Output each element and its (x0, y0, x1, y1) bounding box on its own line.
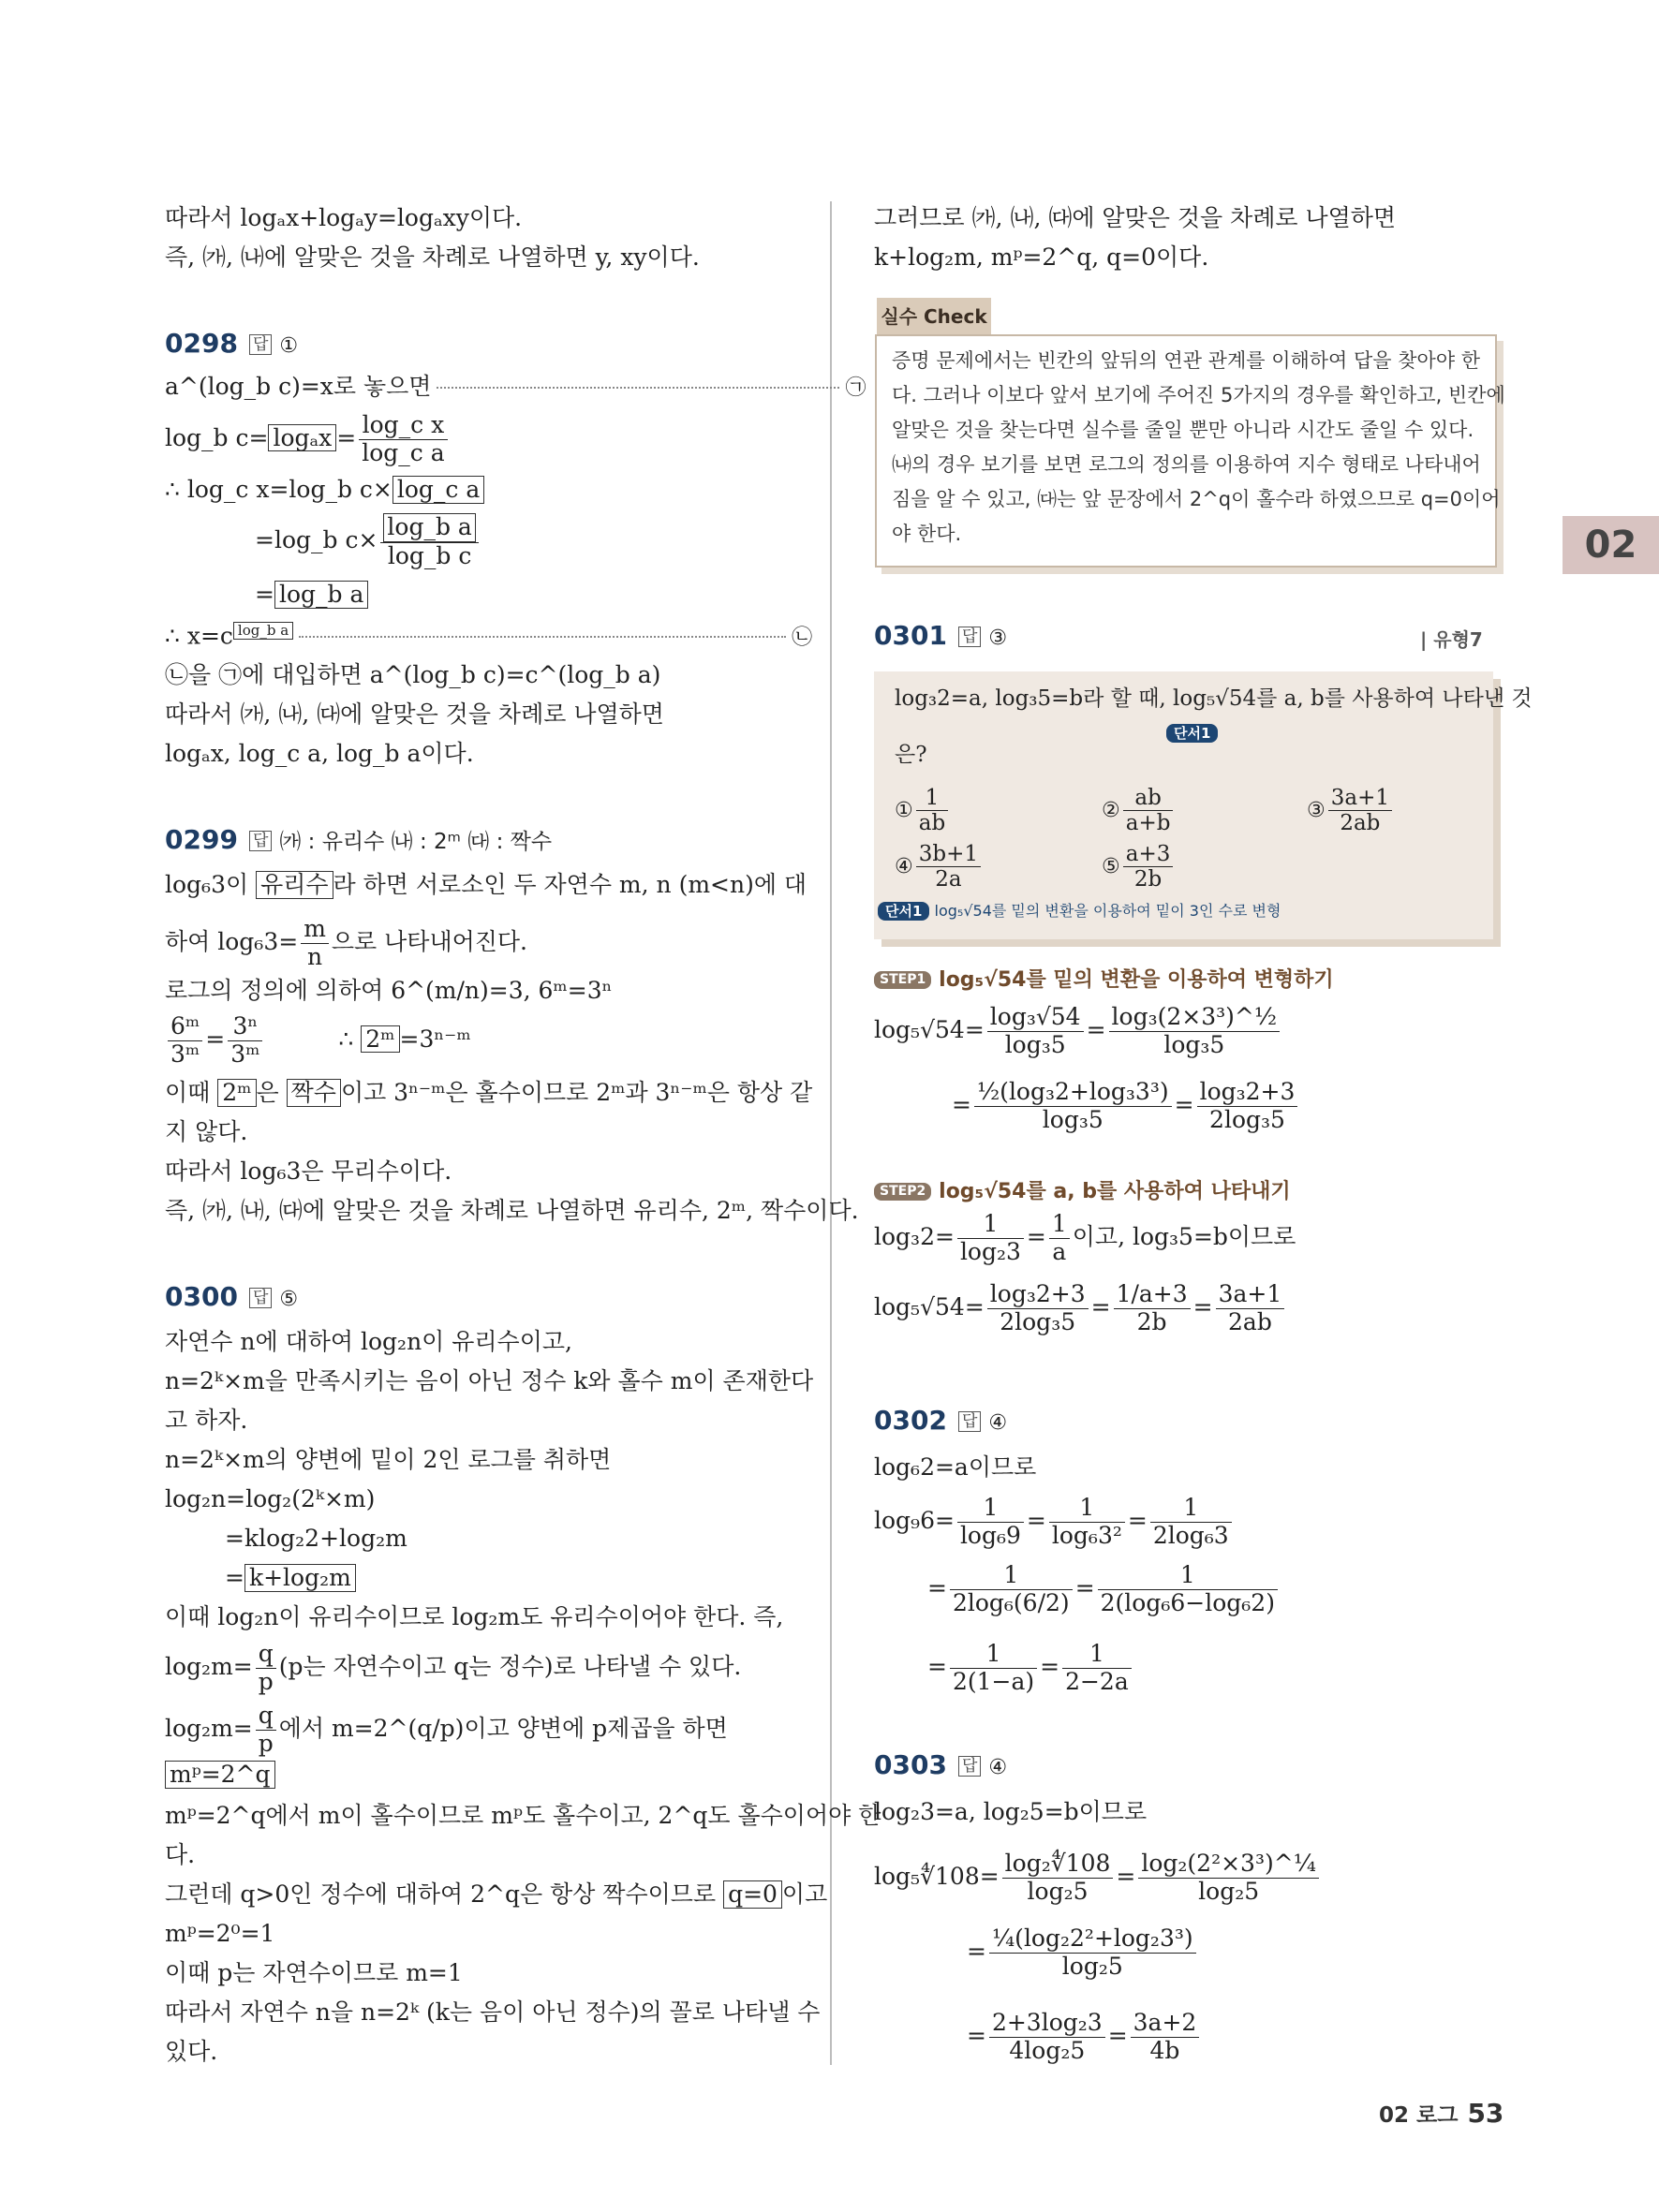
text-line: n=2ᵏ×m을 만족시키는 음이 아닌 정수 k와 홀수 m이 존재한다 (165, 1367, 814, 1394)
text-line: 따라서 자연수 n을 n=2ᵏ (k는 음이 아닌 정수)의 꼴로 나타낼 수 (165, 1998, 821, 2026)
column-divider (830, 201, 832, 2065)
answer-blank: q=0 (723, 1880, 782, 1909)
answer-blank: log_c a (393, 476, 484, 504)
numerator: log₃2+3 (987, 1281, 1089, 1309)
equation: log_b c= (165, 423, 269, 451)
denominator: log_b c (387, 541, 472, 569)
text: 으로 나타내어진다. (331, 927, 528, 955)
fraction (987, 1004, 1084, 1059)
leader-dots (299, 636, 786, 638)
equals: = (205, 1025, 226, 1053)
numerator: 1 (957, 1495, 1024, 1523)
fraction (987, 1281, 1089, 1336)
denominator: log₆3² (1051, 1521, 1122, 1549)
numerator: 3a+1 (1216, 1281, 1285, 1309)
step-tag: STEP1 (874, 971, 931, 989)
page-footer (1379, 2098, 1503, 2129)
answer-blank: 2ᵐ (361, 1025, 399, 1054)
denominator: 2log₆(6/2) (952, 1588, 1070, 1616)
fraction (1062, 1641, 1132, 1696)
step2-heading (874, 1176, 1291, 1204)
fraction (1002, 1851, 1114, 1906)
fraction (989, 1925, 1196, 1981)
problem-number: 0301 (874, 620, 947, 651)
clue-tag: 단서1 (1166, 724, 1218, 743)
chapter-tab: 02 (1563, 516, 1659, 574)
marker: ㉠ (845, 376, 867, 400)
equation-line: log₅√54= $\frac{\text{log₃2+3}}{\text{2log₃5}}$ = $\frac{1/a+3}{2b}$ = $\frac{3a+1}{2ab}$ (874, 1281, 1287, 1336)
equation: ∴ x=c (165, 622, 233, 650)
text-line: 즉, ㈎, ㈏에 알맞은 것을 차례로 나열하면 y, xy이다. (165, 243, 700, 271)
text-line: 야 한다. (892, 523, 962, 545)
text: 하여 log₆3= (165, 927, 299, 955)
text-line: log₆2=a이므로 (874, 1453, 1037, 1481)
fraction (1049, 1211, 1070, 1266)
choice-number: ⑤ (1102, 854, 1120, 878)
answer-blank: logₐx (268, 424, 336, 452)
numerator: log₃√54 (987, 1004, 1084, 1032)
text-line: 증명 문제에서는 빈칸의 앞뒤의 연관 관계를 이해하여 답을 찾아야 한 (892, 349, 1481, 372)
fraction (1131, 2010, 1200, 2065)
equation-line: = $\frac{\text{¼(log₂2²+log₂3³)}}{\text{log₂5}}$ (967, 1925, 1199, 1981)
denominator: 2b (1133, 867, 1163, 892)
fraction (168, 1013, 202, 1069)
equation: a^(log_b c)=x로 놓으면 (165, 373, 432, 400)
answer-blank: log_b a (274, 581, 368, 609)
answer-choice: ⑤ (279, 1288, 299, 1311)
equation-line (165, 476, 484, 504)
denominator: 2log₆3 (1152, 1521, 1229, 1549)
fraction (256, 1703, 276, 1758)
choice-3 (1307, 786, 1395, 836)
denominator: log₂5 (1198, 1877, 1260, 1905)
denominator: 3ᵐ (230, 1040, 260, 1068)
equation-line: = $\frac{1}{2(1-a)}$ = $\frac{1}{2-2a}$ (927, 1641, 1134, 1696)
text-line: 짐을 알 수 있고, ㈐는 앞 문장에서 2^q이 홀수라 하였으므로 q=0이어 (892, 488, 1501, 510)
denominator: p (258, 1667, 274, 1695)
denominator: 2ab (1228, 1307, 1272, 1335)
equation-line (225, 1564, 356, 1592)
page-number: 53 (1467, 2098, 1504, 2129)
equation-line: mᵖ=2⁰=1 (165, 1920, 275, 1947)
clue-text: log₅√54를 밑의 변환을 이용하여 밑이 3인 수로 변형 (934, 902, 1281, 920)
clue-marker (1166, 716, 1218, 745)
equation-line (165, 622, 813, 651)
fraction (1197, 1079, 1298, 1134)
fraction (989, 2010, 1105, 2065)
answer-label: 답 (249, 831, 272, 851)
numerator: ¼(log₂2²+log₂3³) (989, 1925, 1196, 1954)
equation: = (225, 1564, 244, 1591)
fraction (1109, 1004, 1281, 1059)
denominator: 2(log₆6−log₆2) (1100, 1588, 1275, 1616)
fraction (359, 412, 447, 467)
fraction (1328, 786, 1392, 836)
equation: =3ⁿ⁻ᵐ (399, 1025, 471, 1053)
step-title: log₅√54를 a, b를 사용하여 나타내기 (939, 1180, 1291, 1203)
problem-0300-header (165, 1281, 298, 1313)
denominator: log₃5 (1163, 1030, 1225, 1058)
text: 라 하면 서로소인 두 자연수 m, n (m<n)에 대 (333, 871, 807, 898)
numerator: ½(log₃2+log₃3³) (974, 1079, 1172, 1107)
numerator: 1 (950, 1562, 1073, 1590)
equation-line: =klog₂2+log₂m (225, 1525, 407, 1552)
equation-line: = $\frac{1}{\text{2log₆(6/2)}}$ = $\frac{1}{\text{2(log₆6−log₆2)}}$ (927, 1562, 1281, 1617)
step-title: log₅√54를 밑의 변환을 이용하여 변형하기 (939, 968, 1334, 992)
step1-heading (874, 965, 1334, 993)
fraction (916, 786, 948, 836)
text-line (165, 1703, 728, 1758)
fraction (256, 1641, 276, 1696)
equation-line (255, 581, 368, 609)
problem-0303-header (874, 1749, 1007, 1781)
denominator: 2b (1136, 1307, 1167, 1335)
denominator: 2a (935, 867, 962, 892)
fraction (1150, 1495, 1232, 1550)
text-line: 지 않다. (165, 1118, 248, 1145)
text-line: logₐx, log_c a, log_b a이다. (165, 740, 474, 767)
therefore: ∴ (338, 1025, 354, 1053)
numerator: q (256, 1703, 276, 1731)
fraction (957, 1495, 1024, 1550)
equation-line (255, 513, 481, 570)
text-line: 따라서 logₐx+logₐy=logₐxy이다. (165, 204, 523, 231)
problem-number: 0302 (874, 1405, 947, 1436)
problem-number: 0303 (874, 1749, 947, 1780)
answer-blank: k+log₂m (244, 1564, 356, 1592)
numerator: 6ᵐ (168, 1013, 202, 1041)
numerator: 1 (1049, 1211, 1070, 1239)
question-text: log₃2=a, log₃5=b라 할 때, log₅√54를 a, b를 사용하여 나타낸 것 (895, 686, 1533, 711)
fraction (1049, 1495, 1125, 1550)
equation: =log_b c× (255, 525, 378, 553)
denominator: ab (918, 811, 946, 836)
problem-number: 0300 (165, 1281, 238, 1312)
chapter-title: 02 로그 (1379, 2103, 1459, 2128)
numerator: 1 (1049, 1495, 1125, 1523)
fraction (950, 1562, 1073, 1617)
fraction (1216, 1281, 1285, 1336)
equation: log₃2= (874, 1222, 955, 1250)
text-line: 즉, ㈎, ㈏, ㈐에 알맞은 것을 차례로 나열하면 유리수, 2ᵐ, 짝수이다. (165, 1197, 859, 1224)
fraction (301, 916, 329, 971)
choice-5 (1102, 842, 1176, 892)
numerator: 3a+1 (1328, 786, 1392, 811)
answer-blank: 2ᵐ (217, 1079, 256, 1107)
numerator: 1 (916, 786, 948, 811)
text: 그런데 q>0인 정수에 대하여 2^q은 항상 짝수이므로 (165, 1880, 717, 1908)
text: 이고 3ⁿ⁻ᵐ은 홀수이므로 2ᵐ과 3ⁿ⁻ᵐ은 항상 같 (340, 1079, 813, 1106)
answer-choice: ④ (988, 1756, 1008, 1779)
text-line (165, 1880, 827, 1909)
denominator: a+b (1125, 811, 1171, 836)
text-line: 다. (165, 1841, 196, 1868)
answer-blank: log_b a (233, 622, 293, 640)
text-line: 있다. (165, 2038, 218, 2065)
text-line: 로그의 정의에 의하여 6^(m/n)=3, 6ᵐ=3ⁿ (165, 977, 613, 1004)
numerator: log_c x (359, 412, 447, 440)
equation: ∴ log_c x=log_b c× (165, 476, 393, 503)
mistake-check-box (875, 334, 1505, 568)
fraction (1123, 786, 1174, 836)
answer-blank: 유리수 (256, 871, 333, 899)
numerator: 1 (1062, 1641, 1132, 1669)
text: 에서 m=2^(q/p)이고 양변에 p제곱을 하면 (278, 1714, 728, 1742)
text-line: 따라서 ㈎, ㈏, ㈐에 알맞은 것을 차례로 나열하면 (165, 700, 664, 728)
problem-number: 0298 (165, 328, 238, 359)
equation-line (165, 1761, 275, 1789)
equation: log₂m= (165, 1714, 253, 1742)
numerator: log₃(2×3³)^½ (1109, 1004, 1281, 1032)
denominator: log₆9 (959, 1521, 1021, 1549)
equation-line: log₂n=log₂(2ᵏ×m) (165, 1485, 376, 1512)
problem-number: 0299 (165, 824, 238, 855)
equation-line: log₅√54= $\frac{\text{log₃√54}}{\text{log₃5}}$ = $\frac{\text{log₃(2×3³)\textasciicircum{}½}}{\text{log₃5}}$ (874, 1004, 1282, 1059)
equation-line: log₉6= $\frac{1}{\text{log₆9}}$ = $\frac{1}{\text{log₆3²}}$ = $\frac{1}{\text{2log₆3}}$ (874, 1495, 1235, 1550)
answer-choice: ① (279, 334, 299, 358)
text: log₆3이 (165, 871, 249, 898)
answer-label: 답 (958, 1411, 981, 1432)
text-line: ㈏의 경우 보기를 보면 로그의 정의를 이용하여 지수 형태로 나타내어 (892, 453, 1481, 476)
numerator: 2+3log₂3 (989, 2010, 1105, 2038)
mistake-check-tab: 실수 Check (877, 298, 991, 335)
text-line (165, 1079, 812, 1107)
text: (p는 자연수이고 q는 정수)로 나타낼 수 있다. (278, 1652, 742, 1680)
text-line: 그러므로 ㈎, ㈏, ㈐에 알맞은 것을 차례로 나열하면 (874, 204, 1397, 231)
fraction (1098, 1562, 1278, 1617)
denominator: log₃5 (1004, 1030, 1066, 1058)
problem-0302-header (874, 1405, 1007, 1437)
text-line (165, 916, 527, 971)
equation: log₉6= (874, 1506, 955, 1534)
clue-tag: 단서1 (878, 902, 929, 921)
answer-summary: ㈎ : 유리수 ㈏ : 2ᵐ ㈐ : 짝수 (279, 830, 553, 854)
answer-blank: log_b a (383, 513, 475, 542)
leader-dots (437, 387, 839, 389)
numerator: 3ⁿ (228, 1013, 262, 1041)
denominator: n (306, 942, 323, 970)
numerator: log₃2+3 (1197, 1079, 1298, 1107)
denominator: log₂5 (1027, 1877, 1089, 1905)
text-line (165, 1641, 741, 1696)
text-line: k+log₂m, mᵖ=2^q, q=0이다. (874, 243, 1209, 271)
text-line: 다. 그러나 이보다 앞서 보기에 주어진 5가지의 경우를 확인하고, 빈칸에 (892, 384, 1505, 406)
denominator: 2ab (1340, 811, 1381, 836)
denominator: 2log₃5 (1209, 1105, 1285, 1133)
text-line: 고 하자. (165, 1407, 248, 1434)
numerator: log₂∜108 (1002, 1851, 1114, 1879)
choice-number: ③ (1307, 798, 1326, 822)
denominator: log₂5 (1061, 1952, 1123, 1980)
choice-2 (1102, 786, 1176, 836)
equation: log₅∜108= (874, 1862, 1000, 1890)
numerator: 1 (950, 1641, 1037, 1669)
equation-line: = $\frac{\text{½(log₃2+log₃3³)}}{\text{log₃5}}$ = $\frac{\text{log₃2+3}}{\text{2log₃5}}$ (952, 1079, 1300, 1134)
equation-line (165, 412, 451, 467)
equation-line: log₅∜108= $\frac{\text{log₂∜108}}{\text{log₂5}}$ = $\frac{\text{log₂(2²×3³)\textasciicircum{}¼}}{\text{log₂5}}$ (874, 1851, 1322, 1906)
numerator: 3a+2 (1131, 2010, 1200, 2038)
fraction (1138, 1851, 1319, 1906)
numerator: a+3 (1123, 842, 1174, 867)
answer-blank: 짝수 (287, 1079, 341, 1107)
fraction (380, 513, 478, 570)
numerator: m (301, 916, 329, 944)
choice-4 (895, 842, 984, 892)
text: 이고, log₃5=b이므로 (1072, 1222, 1296, 1250)
answer-blank: mᵖ=2^q (165, 1761, 275, 1789)
denominator: log₃5 (1042, 1105, 1104, 1133)
numerator: 1 (957, 1211, 1024, 1239)
step-tag: STEP2 (874, 1183, 931, 1201)
denominator: 3ᵐ (170, 1040, 200, 1068)
text-line: n=2ᵏ×m의 양변에 밑이 2인 로그를 취하면 (165, 1446, 612, 1473)
text-line (165, 871, 807, 899)
fraction (950, 1641, 1037, 1696)
fraction (916, 842, 981, 892)
answer-label: 답 (958, 627, 981, 647)
denominator: 4b (1149, 2036, 1180, 2064)
answer-label: 답 (249, 334, 272, 355)
text-line: 따라서 log₆3은 무리수이다. (165, 1158, 452, 1185)
text-line: ㉡을 ㉠에 대입하면 a^(log_b c)=c^(log_b a) (165, 661, 661, 688)
marker: ㉡ (792, 626, 813, 650)
choice-1 (895, 786, 951, 836)
denominator: log₂3 (959, 1237, 1021, 1265)
numerator: 1 (1098, 1562, 1278, 1590)
denominator: log_c a (362, 438, 445, 466)
denominator: 2(1−a) (952, 1667, 1035, 1695)
fraction (228, 1013, 262, 1069)
numerator: ab (1123, 786, 1174, 811)
problem-0299-header (165, 824, 552, 856)
answer-label: 답 (958, 1756, 981, 1777)
choice-number: ① (895, 798, 913, 822)
answer-choice: ④ (988, 1411, 1008, 1435)
equals: = (336, 423, 357, 451)
equation: log₅√54= (874, 1292, 985, 1320)
text-line: 이때 p는 자연수이므로 m=1 (165, 1959, 463, 1986)
problem-0298-header (165, 328, 298, 360)
text-line: 알맞은 것을 찾는다면 실수를 줄일 뿐만 아니라 시간도 줄일 수 있다. (892, 419, 1474, 441)
problem-type-label: | 유형7 (1420, 628, 1483, 651)
denominator: 2log₃5 (1000, 1307, 1076, 1335)
clue-note (878, 902, 1281, 921)
problem-0301-box (874, 671, 1533, 939)
text: 이고 (781, 1880, 828, 1908)
denominator: p (258, 1729, 274, 1757)
choice-number: ④ (895, 854, 913, 878)
text-line: log₂3=a, log₂5=b이므로 (874, 1798, 1148, 1825)
equation: log₂m= (165, 1652, 253, 1680)
fraction (1114, 1281, 1191, 1336)
answer-label: 답 (249, 1288, 272, 1308)
text-line: mᵖ=2^q에서 m이 홀수이므로 mᵖ도 홀수이고, 2^q도 홀수이어야 한 (165, 1802, 881, 1829)
equation: = (255, 581, 274, 608)
denominator: 2−2a (1065, 1667, 1129, 1695)
choice-number: ② (1102, 798, 1120, 822)
equation-line: = $\frac{\text{2+3log₂3}}{\text{4log₂5}}$ = $\frac{3a+2}{4b}$ (967, 2010, 1202, 2065)
numerator: q (256, 1641, 276, 1669)
fraction (957, 1211, 1024, 1266)
equation-line (165, 1013, 471, 1069)
type-text: 유형7 (1433, 628, 1483, 651)
denominator: a (1052, 1237, 1067, 1265)
fraction (974, 1079, 1172, 1134)
equation-line: log₃2= $\frac{1}{\text{log₂3}}$ = $\frac{1}{a}$ 이고, log₃5=b이므로 (874, 1210, 1296, 1265)
numerator (380, 513, 478, 543)
text: 은 (256, 1079, 279, 1106)
text-line (165, 373, 867, 401)
equation: log₅√54= (874, 1015, 985, 1043)
denominator: 4log₂5 (1009, 2036, 1086, 2064)
numerator: 1 (1150, 1495, 1232, 1523)
question-text: 은? (895, 743, 927, 767)
numerator: 1/a+3 (1114, 1281, 1191, 1309)
numerator: 3b+1 (916, 842, 981, 867)
numerator: log₂(2²×3³)^¼ (1138, 1851, 1319, 1879)
answer-choice: ③ (988, 627, 1008, 650)
text: 이때 (165, 1079, 211, 1106)
text-line: 이때 log₂n이 유리수이므로 log₂m도 유리수이어야 한다. 즉, (165, 1603, 784, 1630)
fraction (1123, 842, 1174, 892)
problem-0301-header (874, 620, 1007, 652)
text-line: 자연수 n에 대하여 log₂n이 유리수이고, (165, 1328, 572, 1355)
